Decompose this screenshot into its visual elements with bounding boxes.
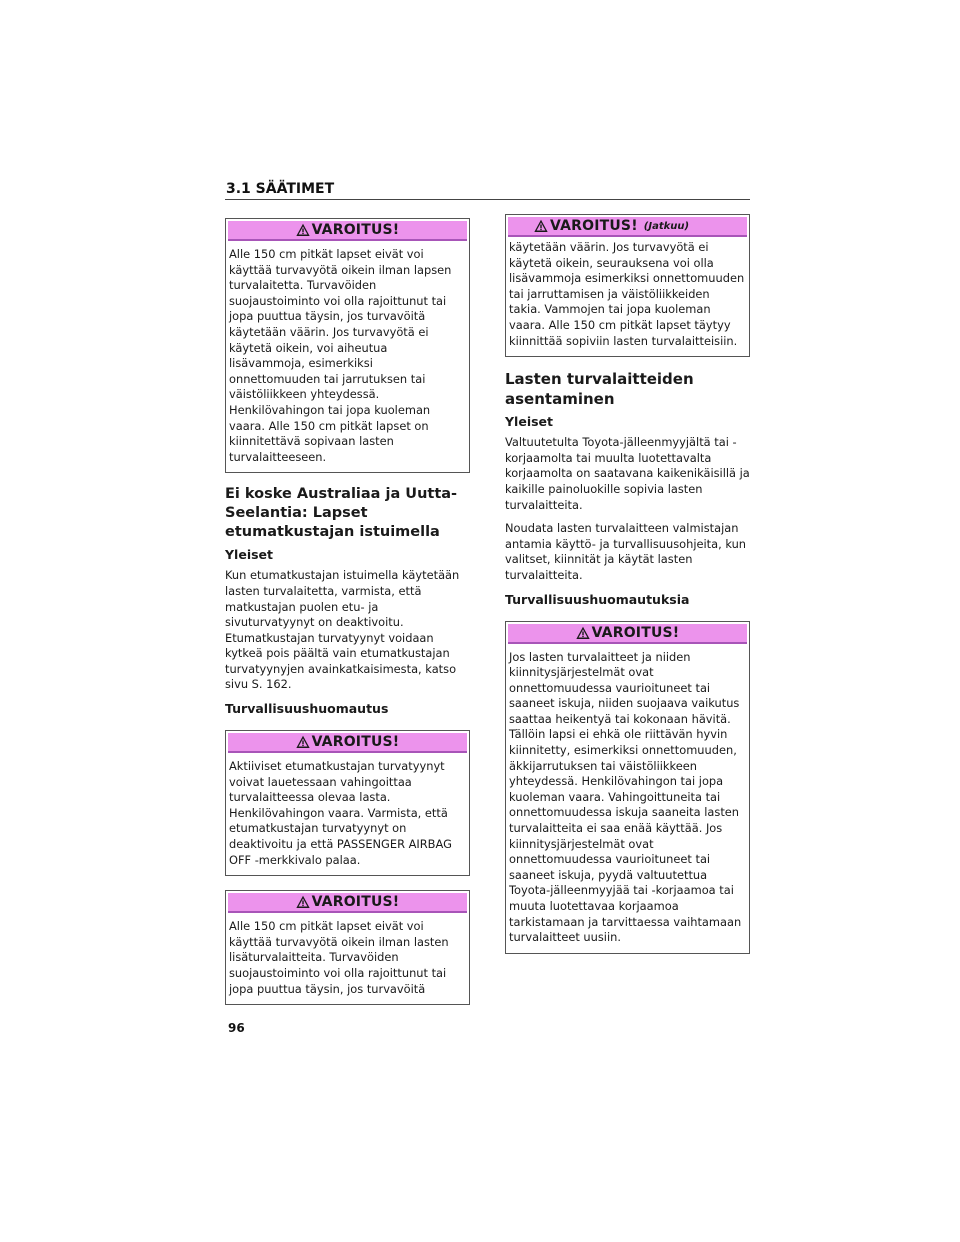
warning-triangle-icon [576, 626, 590, 640]
warning-box-continued [505, 214, 750, 357]
warning-header [228, 733, 467, 753]
general-paragraph: Kun etumatkustajan istuimella käytetään lasten turvalaitetta, varmista, että matkustajan puolen etu- ja sivuturvatyynyt on deaktivoitu. Etumatkustajan turvatyynyt voidaan kytkeä pois päältä vain etumatkustajan turvatyynyjen avainkatkaisimesta, katso sivu S. 162. [225, 568, 460, 692]
warning-text: Alle 150 cm pitkät lapset eivät voi käyttää turvavyötä oikein ilman lasten lisäturvalaitteita. Turvavöiden suojaustoiminto voi olla rajoittunut tai jopa puuttua täysin, jos turvavöitä [229, 919, 449, 996]
warning-header [508, 217, 747, 237]
section-heading: Ei koske Australiaa ja Uutta-Seelantia: Lapset etumatkustajan istuimella [225, 486, 458, 541]
warning-triangle-icon [534, 219, 548, 233]
warning-title: VAROITUS! [311, 894, 400, 911]
continued-label: (Jatkuu) [643, 220, 690, 232]
warning-title: VAROITUS! [591, 624, 680, 641]
general-paragraph-2: Noudata lasten turvalaitteen valmistajan antamia käyttö- ja turvallisuusohjeita, kun valitset, kiinnität ja käytät lasten turvalaitteita. [505, 521, 747, 582]
warning-header [228, 221, 467, 241]
warning-box-3 [225, 890, 470, 1005]
subheading-safety: Turvallisuushuomautus [225, 701, 389, 717]
subheading-safety: Turvallisuushuomautuksia [505, 591, 690, 607]
general-paragraph-1: Valtuutetulta Toyota-jälleenmyyjältä tai -korjaamolta tai muulta luotettavalta korjaamolta on saatavana kaikenikäisillä ja kaikille painoluokille sopivia lasten turvalaitteita. [505, 435, 750, 512]
warning-title: VAROITUS! [550, 218, 638, 234]
right-column [505, 214, 750, 954]
warning-box-1 [225, 218, 470, 473]
page-number: 96 [228, 1021, 245, 1035]
warning-text: Alle 150 cm pitkät lapset eivät voi käyttää turvavyötä oikein ilman lapsen turvalaitetta. Turvavöiden suojaustoiminto voi olla rajoittunut tai jopa puuttua täysin, jos turvavöitä käytetään väärin. Jos turvavyötä ei käytetä oikein, voi aiheutua lisävammoja, esimerkiksi onnettomuuden tai jarrutuksen tai väistöliikkeen yhteydessä. Henkilövahingon tai jopa kuoleman vaara. Alle 150 cm pitkät lapset on kiinnitettävä sopivaan lasten turvalaitteeseen. [229, 247, 452, 464]
warning-triangle-icon [296, 895, 310, 909]
warning-header [508, 624, 747, 644]
warning-text: käytetään väärin. Jos turvavyötä ei käytetä oikein, seurauksena voi olla lisävammoja esimerkiksi onnettomuuden tai jarruttamisen ja väistöliikkeiden takia. Vammojen tai jopa kuoleman vaara. Alle 150 cm pitkät lapset täytyy kiinnittää sopiviin lasten turvalaitteisiin. [509, 240, 745, 348]
warning-title: VAROITUS! [311, 222, 400, 238]
subheading-general: Yleiset [505, 414, 553, 430]
warning-text: Jos lasten turvalaitteet ja niiden kiinnitysjärjestelmät ovat onnettomuudessa vaurioituneet tai saaneet iskuja, niiden suojaava vaikutus saattaa heikentyä tai kokonaan hävitä. Tällöin lapsi ei ehkä ole riittävän hyvin kiinnitetty, esimerkiksi onnettomuuden, äkkijarrutuksen tai väistöliikkeen yhteydessä. Henkilövahingon tai jopa kuoleman vaara. Vahingoittuneita tai onnettomuudessa iskuja saaneita lasten turvalaitteita ei saa enää käyttää. Jos kiinnitysjärjestelmät ovat onnettomuudessa vaurioituneet tai saaneet iskuja, pyydä valtuutettua Toyota-jälleenmyyjää tai -korjaamoa tai muuta luotettavaa korjaamoa tarkistamaan ja tarvittaessa vaihtamaan turvalaitteet uusiin. [509, 649, 742, 945]
header-divider [225, 199, 750, 200]
warning-title: VAROITUS! [311, 734, 400, 751]
warning-triangle-icon [296, 735, 310, 749]
section-header: 3.1 SÄÄTIMET [226, 181, 335, 197]
warning-header [228, 893, 467, 913]
subheading-general: Yleiset [225, 547, 273, 563]
left-column [225, 218, 470, 1005]
warning-triangle-icon [296, 223, 310, 237]
warning-box-2 [225, 730, 470, 876]
warning-box-4 [505, 621, 750, 954]
section-heading: Lasten turvalaitteiden asentaminen [505, 370, 694, 409]
warning-text: Aktiiviset etumatkustajan turvatyynyt voivat lauetessaan vahingoittaa turvalaitteessa olevaa lasta. Henkilövahingon vaara. Varmista, että etumatkustajan turvatyynyt on deaktivoitu ja että PASSENGER AIRBAG OFF -merkkivalo palaa. [229, 759, 452, 867]
